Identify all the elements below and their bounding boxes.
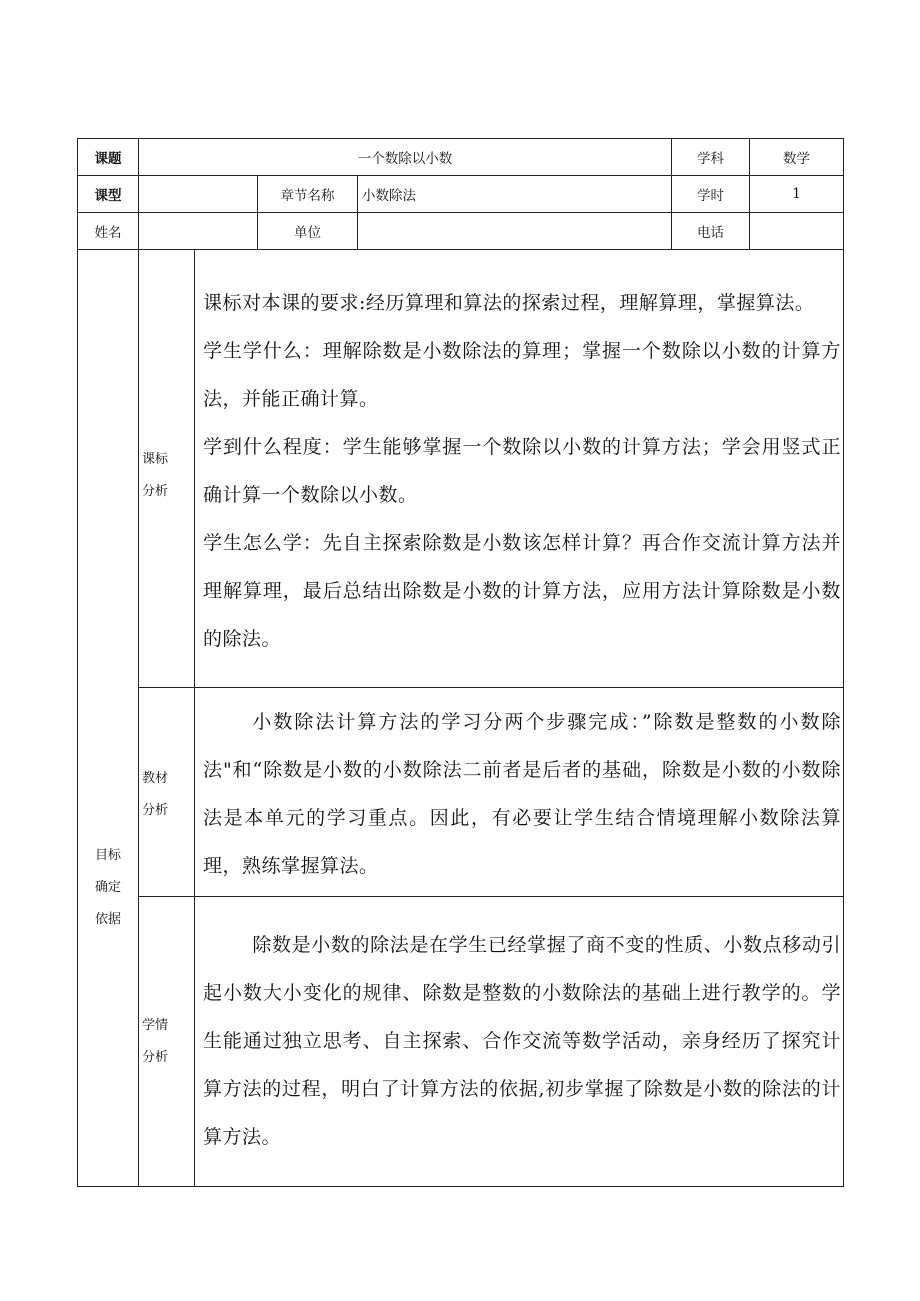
header-row-type [78,176,844,213]
class-hours-label: 学时 [672,176,750,213]
curriculum-label [139,250,195,688]
textbook-row [78,688,844,897]
topic-value: 一个数除以小数 [139,139,672,176]
lesson-type-label: 课型 [78,176,139,213]
curriculum-label-line-2: 分析 [142,483,169,499]
students-label-line-2: 分析 [142,1049,169,1065]
unit-value [358,213,672,250]
section-label-line-3: 依据 [94,912,121,927]
name-value [139,213,258,250]
section-label [78,250,139,1187]
students-label-line-1: 学情 [142,1017,169,1033]
curriculum-row [78,250,844,688]
textbook-analysis-text [195,688,844,897]
chapter-name-label: 章节名称 [258,176,358,213]
students-label [139,897,195,1187]
subject-label: 学科 [672,139,750,176]
phone-value [750,213,844,250]
phone-label: 电话 [672,213,750,250]
subject-value: 数学 [750,139,844,176]
students-row [78,897,844,1187]
lesson-plan-table [77,138,844,1187]
textbook-paragraph: 小数除法计算方法的学习分两个步骤完成：”除数是整数的小数除法"和“除数是小数的小数除法二前者是后者的基础，除数是小数的小数除法是本单元的学习重点。因此，有必要让学生结合情境理解小数除法算理，熟练掌握算法。 [203,711,841,877]
curriculum-paragraph: 学到什么程度：学生能够掌握一个数除以小数的计算方法；学会用竖式正确计算一个数除以小数。 [203,435,841,506]
textbook-label-line-1: 教材 [142,771,169,786]
unit-label: 单位 [258,213,358,250]
curriculum-label-line-1: 课标 [142,451,169,467]
section-label-line-1: 目标 [94,848,121,863]
chapter-name-value: 小数除法 [358,176,672,213]
curriculum-analysis-text [195,250,844,688]
textbook-label [139,688,195,897]
name-label: 姓名 [78,213,139,250]
topic-label: 课题 [78,139,139,176]
header-row-topic [78,139,844,176]
curriculum-paragraph: 学生学什么：理解除数是小数除法的算理；掌握一个数除以小数的计算方法，并能正确计算。 [203,339,841,410]
class-hours-value: 1 [750,176,844,213]
students-paragraph: 除数是小数的除法是在学生已经掌握了商不变的性质、小数点移动引起小数大小变化的规律、除数是整数的小数除法的基础上进行教学的。学生能通过独立思考、自主探索、合作交流等数学活动，亲身经历了探究计算方法的过程，明白了计算方法的依据,初步掌握了除数是小数的除法的计算方法。 [203,933,841,1148]
students-analysis-text [195,897,844,1187]
section-label-line-2: 确定 [94,880,121,895]
lesson-type-value [139,176,258,213]
textbook-label-line-2: 分析 [142,803,169,818]
curriculum-paragraph: 课标对本课的要求:经历算理和算法的探索过程，理解算理，掌握算法。 [203,291,815,314]
header-row-name [78,213,844,250]
curriculum-paragraph: 学生怎么学：先自主探索除数是小数该怎样计算？再合作交流计算方法并理解算理，最后总结出除数是小数的计算方法，应用方法计算除数是小数的除法。 [203,531,841,650]
